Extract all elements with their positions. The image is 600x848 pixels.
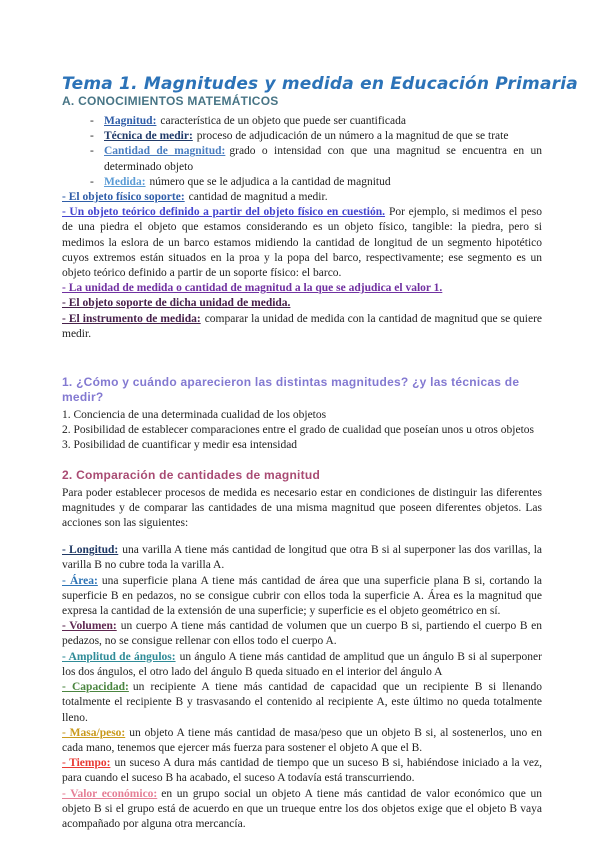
term-capacidad: - Capacidad: — [62, 681, 129, 694]
bullet-marker: - — [90, 145, 94, 158]
numbered-item: 2. Posibilidad de establecer comparaciones entre el grado de cualidad que poseían unos u otros objetos — [62, 424, 534, 437]
term-tecnica-de-medir: Técnica de medir: — [104, 130, 193, 143]
list-item — [90, 175, 542, 190]
section-1-heading: 1. ¿Cómo y cuándo aparecieron las distintas magnitudes? ¿y las técnicas de medir? — [62, 375, 520, 405]
numbered-list — [62, 408, 542, 454]
magnitude-comparison-list — [62, 543, 542, 832]
numbered-item: 3. Posibilidad de cuantificar y medir esa intensidad — [62, 439, 298, 452]
list-item — [62, 574, 542, 620]
list-item — [62, 312, 542, 342]
list-item — [62, 680, 542, 726]
definition-text: comparar la unidad de medida con la cantidad de magnitud que se quiere medir. — [62, 312, 543, 340]
definition-text: en un grupo social un objeto A tiene más cantidad de valor económico que un objeto B si el grupo está de acuerdo en que un trueque entre los dos objetos exige que el objeto B vaya acompañado por alguna otra mercancía. — [62, 787, 543, 830]
term-objeto-soporte-unidad: - El objeto soporte de dicha unidad de medida. — [62, 297, 291, 310]
list-item — [62, 205, 542, 281]
term-objeto-teorico: - Un objeto teórico definido a partir del objeto físico en cuestión. — [62, 206, 386, 219]
definition-text: número que se le adjudica a la cantidad de magnitud — [149, 175, 391, 188]
definition-text: un recipiente A tiene más cantidad de capacidad que un recipiente B si llenando totalmente el recipiente B y trasvasando el contenido al recipiente A, este último no queda totalmente lleno. — [62, 681, 542, 724]
list-item — [62, 190, 542, 205]
bullet-marker: - — [90, 175, 94, 188]
section-2-intro: Para poder establecer procesos de medida es necesario estar en condiciones de distinguir las diferentes magnitudes y de comparar las cantidades de una misma magnitud que poseen diferentes objetos. Las acciones son las siguientes: — [62, 486, 542, 530]
list-item — [90, 114, 542, 129]
definition-text: una varilla A tiene más cantidad de longitud que otra B si al superponer las dos varillas, la varilla B no cubre toda la varilla A. — [62, 544, 542, 572]
term-area: - Área: — [62, 574, 98, 587]
definition-text: Por ejemplo, si medimos el peso de una piedra el objeto que estamos considerando es un objeto físico, tangible: la piedra, pero si medimos la eslora de un barco estamos midiendo la cantidad de longitud de un segmento hipotético cuyos extremos están situados en la proa y la popa del barco, respectivamente; ese segmento es un objeto teórico definido a partir de un soporte físico: el barco. — [62, 206, 542, 280]
list-item — [62, 756, 542, 786]
term-tiempo: - Tiempo: — [62, 757, 111, 770]
definitions-list — [90, 114, 542, 190]
term-objeto-fisico-soporte: - El objeto físico soporte: — [62, 191, 185, 204]
definition-text: característica de un objeto que puede ser cuantificada — [160, 115, 406, 127]
list-item — [62, 296, 542, 311]
section-2-heading: 2. Comparación de cantidades de magnitud — [62, 467, 321, 482]
list-item — [62, 787, 542, 833]
numbered-item: 1. Conciencia de una determinada cualidad de los objetos — [62, 409, 327, 422]
section-a-heading: A. CONOCIMIENTOS MATEMÁTICOS — [62, 94, 279, 108]
list-item — [62, 650, 542, 680]
term-instrumento-de-medida: - El instrumento de medida: — [62, 312, 201, 325]
term-unidad-de-medida: - La unidad de medida o cantidad de magnitud a la que se adjudica el valor 1. — [62, 282, 443, 295]
bullet-marker: - — [90, 130, 94, 143]
term-masa-peso: - Masa/peso: — [62, 726, 126, 739]
definition-text: un ángulo A tiene más cantidad de amplitud que un ángulo B si al superponer los dos ángulos, el otro lado del ángulo B queda situado en el interior del ángulo A — [62, 650, 542, 678]
measurement-elements-list — [62, 190, 542, 342]
term-magnitud: Magnitud: — [104, 115, 157, 127]
definition-text: un objeto A tiene más cantidad de masa/peso que un objeto B si, al sostenerlos, uno en cada mano, tenemos que ejercer más fuerza para sostener el objeto A que el B. — [62, 726, 542, 754]
list-item — [90, 144, 542, 174]
definition-text: un suceso A dura más cantidad de tiempo que un suceso B si, habiéndose iniciado a la vez, para cuando el suceso B ha acabado, el suceso A todavía está transcurriendo. — [62, 757, 542, 785]
definition-text: grado o intensidad con que una magnitud se encuentra en un determinado objeto — [104, 145, 542, 173]
document-title: Tema 1. Magnitudes y medida en Educación Primaria — [62, 74, 578, 94]
term-medida: Medida: — [104, 175, 146, 188]
list-item — [62, 281, 542, 296]
definition-text: proceso de adjudicación de un número a la magnitud de que se trate — [196, 130, 509, 143]
list-item — [62, 726, 542, 756]
list-item — [62, 619, 542, 649]
list-item — [90, 129, 542, 144]
definition-text: una superficie plana A tiene más cantidad de área que una superficie plana B si, cortando la superficie B en pedazos, no se consigue cubrir con ellos toda la superficie A. Área es la magnitud que expresa la cantidad de la extensión de una superficie; y superficie es el objeto geométrico en sí. — [62, 574, 542, 618]
term-amplitud-de-angulos: - Amplitud de ángulos: — [62, 650, 176, 663]
term-valor-economico: - Valor económico: — [62, 787, 158, 800]
term-cantidad-de-magnitud: Cantidad de magnitud: — [104, 145, 226, 158]
definition-text: un cuerpo A tiene más cantidad de volumen que un cuerpo B si, partiendo el cuerpo B en pedazos, no se consigue rellenar con ellos todo el cuerpo A. — [62, 620, 542, 648]
term-longitud: - Longitud: — [62, 544, 119, 557]
term-volumen: - Volumen: — [62, 620, 117, 633]
list-item — [62, 543, 542, 573]
definition-text: cantidad de magnitud a medir. — [188, 191, 328, 204]
bullet-marker: - — [90, 115, 94, 127]
